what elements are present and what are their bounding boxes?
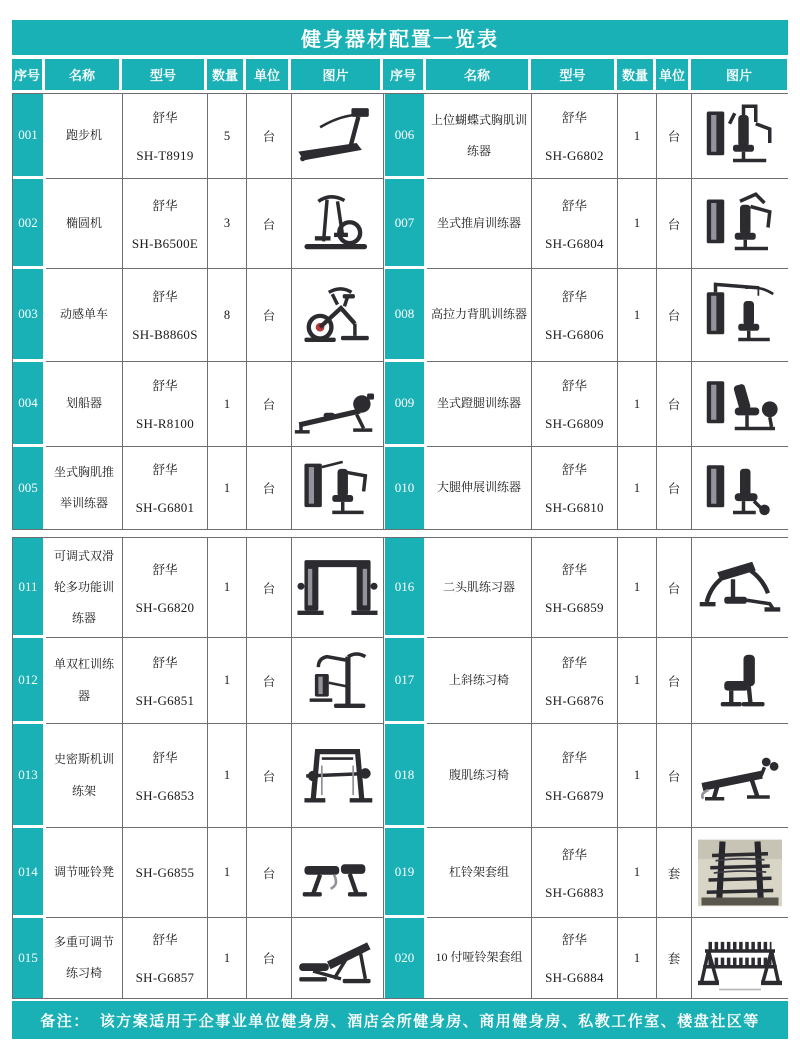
seq-cell: 015 <box>13 918 46 998</box>
qty-cell: 1 <box>208 538 247 638</box>
unit-cell: 套 <box>657 918 692 998</box>
ab-bench-icon <box>696 741 784 811</box>
model-code: SH-B8860S <box>132 327 198 342</box>
model-code: SH-G6820 <box>135 599 195 615</box>
table-block-1 <box>12 93 788 530</box>
elliptical-image <box>292 179 384 269</box>
seq-cell: 003 <box>13 269 46 362</box>
note-text: 该方案适用于企事业单位健身房、酒店会所健身房、商用健身房、私教工作室、楼盘社区等 <box>99 1013 760 1030</box>
qty-cell: 1 <box>618 538 657 638</box>
name-cell: 坐式蹬腿训练器 <box>427 362 532 447</box>
model-code: SH-G6883 <box>545 884 604 900</box>
model-code: SH-G6855 <box>135 864 195 880</box>
model-code: SH-G6851 <box>135 692 195 708</box>
seq-cell: 014 <box>13 828 46 918</box>
model-code: SH-G6806 <box>545 327 604 342</box>
unit-cell: 台 <box>657 447 692 529</box>
name-cell: 腹肌练习椅 <box>427 724 532 828</box>
name-cell: 划船器 <box>46 362 123 447</box>
brand-text: 舒华 <box>152 750 178 765</box>
equipment-config-sheet <box>12 0 788 1039</box>
seq-cell: 002 <box>13 179 46 269</box>
seq-cell: 007 <box>384 179 427 269</box>
model-code: SH-G6857 <box>135 970 195 985</box>
qty-cell: 1 <box>208 724 247 828</box>
brand-text: 舒华 <box>561 562 587 577</box>
name-cell: 动感单车 <box>46 269 123 362</box>
utility-seat-image <box>692 638 788 724</box>
model-code: SH-G6809 <box>545 416 604 431</box>
model-code: SH-G6804 <box>545 235 604 251</box>
brand-text: 舒华 <box>561 198 587 213</box>
name-cell: 坐式胸肌推举训练器 <box>46 447 123 529</box>
header-name-left: 名称 <box>45 59 122 90</box>
model-code: SH-R8100 <box>135 416 195 431</box>
model-cell <box>532 269 618 362</box>
seq-cell: 001 <box>13 94 46 179</box>
seq-cell: 010 <box>384 447 427 529</box>
header-model-left: 型号 <box>122 59 207 90</box>
brand-text: 舒华 <box>152 111 178 125</box>
qty-cell: 5 <box>208 94 247 179</box>
seq-cell: 006 <box>384 94 427 179</box>
model-code: SH-G6884 <box>545 970 604 985</box>
page-title: 健身器材配置一览表 <box>12 20 788 55</box>
header-qty-left: 数量 <box>207 59 246 90</box>
unit-cell: 台 <box>247 538 292 638</box>
seq-cell: 011 <box>13 538 46 638</box>
table-header-row <box>12 59 788 90</box>
unit-cell: 台 <box>247 828 292 918</box>
model-code: SH-T8919 <box>136 148 194 163</box>
name-cell: 可调式双滑轮多功能训练器 <box>46 538 123 638</box>
qty-cell: 1 <box>618 269 657 362</box>
spin-bike-image <box>292 269 384 362</box>
unit-cell: 台 <box>657 638 692 724</box>
model-cell <box>123 362 208 447</box>
brand-text: 舒华 <box>152 290 178 304</box>
pec-fly-image <box>692 94 788 179</box>
brand-text: 舒华 <box>152 463 178 477</box>
model-cell <box>123 447 208 529</box>
name-cell: 10 付哑铃架套组 <box>427 918 532 998</box>
model-code: SH-G6853 <box>135 787 195 803</box>
unit-cell: 台 <box>247 638 292 724</box>
multi-bench-image <box>292 918 384 998</box>
leg-press-image <box>692 362 788 447</box>
unit-cell: 台 <box>247 362 292 447</box>
model-cell <box>123 538 208 638</box>
brand-text: 舒华 <box>561 111 587 125</box>
model-code: SH-G6879 <box>545 787 604 803</box>
seq-cell: 005 <box>13 447 46 529</box>
qty-cell: 1 <box>618 638 657 724</box>
header-name-right: 名称 <box>426 59 531 90</box>
table-block-2 <box>12 537 788 999</box>
note-label: 备注： <box>40 1013 90 1030</box>
model-cell <box>532 94 618 179</box>
seq-cell: 009 <box>384 362 427 447</box>
model-cell <box>123 269 208 362</box>
name-cell: 上位蝴蝶式胸肌训练器 <box>427 94 532 179</box>
brand-text: 舒华 <box>152 562 178 577</box>
pec-fly-icon <box>696 101 784 171</box>
chest-press-image <box>292 447 384 529</box>
brand-text: 舒华 <box>561 379 587 393</box>
barbell-rack-icon <box>696 838 784 908</box>
unit-cell: 台 <box>247 269 292 362</box>
qty-cell: 1 <box>618 179 657 269</box>
brand-text: 舒华 <box>561 463 587 477</box>
seq-cell: 018 <box>384 724 427 828</box>
header-model-right: 型号 <box>531 59 617 90</box>
multi-bench-icon <box>294 923 381 993</box>
brand-text: 舒华 <box>152 379 178 393</box>
model-code: SH-B6500E <box>131 235 199 251</box>
qty-cell: 1 <box>618 362 657 447</box>
name-cell: 跑步机 <box>46 94 123 179</box>
model-code: SH-G6810 <box>545 500 604 515</box>
functional-trainer-image <box>292 538 384 638</box>
brand-text: 舒华 <box>152 655 178 670</box>
unit-cell: 台 <box>657 94 692 179</box>
unit-cell: 台 <box>657 362 692 447</box>
qty-cell: 1 <box>618 828 657 918</box>
brand-text: 舒华 <box>152 198 178 213</box>
brand-text: 舒华 <box>561 933 587 947</box>
qty-cell: 1 <box>208 828 247 918</box>
shoulder-press-image <box>692 179 788 269</box>
qty-cell: 1 <box>208 918 247 998</box>
seq-cell: 012 <box>13 638 46 724</box>
header-seq-right: 序号 <box>383 59 426 90</box>
rower-image <box>292 362 384 447</box>
model-code: SH-G6801 <box>135 500 195 515</box>
utility-seat-icon <box>696 646 784 716</box>
seq-cell: 017 <box>384 638 427 724</box>
qty-cell: 3 <box>208 179 247 269</box>
seq-cell: 004 <box>13 362 46 447</box>
treadmill-icon <box>294 101 381 171</box>
seq-cell: 019 <box>384 828 427 918</box>
note-bar <box>12 1001 788 1039</box>
qty-cell: 1 <box>618 94 657 179</box>
brand-text: 舒华 <box>561 290 587 304</box>
header-qty-right: 数量 <box>617 59 656 90</box>
name-cell: 调节哑铃凳 <box>46 828 123 918</box>
shoulder-press-icon <box>696 189 784 259</box>
qty-cell: 1 <box>208 638 247 724</box>
brand-text: 舒华 <box>561 847 587 862</box>
unit-cell: 台 <box>657 179 692 269</box>
model-cell <box>123 179 208 269</box>
model-cell <box>532 179 618 269</box>
leg-extension-image <box>692 447 788 529</box>
header-unit-right: 单位 <box>656 59 691 90</box>
name-cell: 杠铃架套组 <box>427 828 532 918</box>
brand-text: 舒华 <box>561 750 587 765</box>
unit-cell: 台 <box>247 724 292 828</box>
preacher-curl-icon <box>696 553 784 623</box>
name-cell: 上斜练习椅 <box>427 638 532 724</box>
name-cell: 史密斯机训练架 <box>46 724 123 828</box>
model-cell <box>532 724 618 828</box>
model-cell <box>123 724 208 828</box>
smith-machine-icon <box>294 741 381 811</box>
header-unit-left: 单位 <box>246 59 291 90</box>
treadmill-image <box>292 94 384 179</box>
model-cell <box>532 638 618 724</box>
unit-cell: 套 <box>657 828 692 918</box>
adjustable-bench-icon <box>294 838 381 908</box>
dumbbell-rack-image <box>692 918 788 998</box>
model-cell <box>532 362 618 447</box>
seq-cell: 016 <box>384 538 427 638</box>
unit-cell: 台 <box>247 94 292 179</box>
unit-cell: 台 <box>657 724 692 828</box>
name-cell: 高拉力背肌训练器 <box>427 269 532 362</box>
name-cell: 椭圆机 <box>46 179 123 269</box>
model-cell <box>532 918 618 998</box>
unit-cell: 台 <box>657 269 692 362</box>
ab-bench-image <box>692 724 788 828</box>
smith-machine-image <box>292 724 384 828</box>
leg-press-icon <box>696 369 784 439</box>
model-cell <box>123 94 208 179</box>
unit-cell: 台 <box>657 538 692 638</box>
seq-cell: 008 <box>384 269 427 362</box>
name-cell: 坐式推肩训练器 <box>427 179 532 269</box>
lat-pulldown-image <box>692 269 788 362</box>
header-image-right: 图片 <box>691 59 787 90</box>
qty-cell: 1 <box>208 362 247 447</box>
brand-text: 舒华 <box>561 655 587 670</box>
leg-extension-icon <box>696 453 784 523</box>
qty-cell: 1 <box>208 447 247 529</box>
name-cell: 二头肌练习器 <box>427 538 532 638</box>
rower-icon <box>294 369 381 439</box>
qty-cell: 8 <box>208 269 247 362</box>
model-cell <box>532 538 618 638</box>
model-cell <box>532 447 618 529</box>
model-cell <box>123 638 208 724</box>
model-code: SH-G6859 <box>545 599 604 615</box>
name-cell: 单双杠训练器 <box>46 638 123 724</box>
model-code: SH-G6802 <box>545 148 604 163</box>
seq-cell: 020 <box>384 918 427 998</box>
name-cell: 大腿伸展训练器 <box>427 447 532 529</box>
model-cell <box>532 828 618 918</box>
header-seq-left: 序号 <box>12 59 45 90</box>
spin-bike-icon <box>294 280 381 350</box>
qty-cell: 1 <box>618 918 657 998</box>
model-cell <box>123 828 208 918</box>
model-cell <box>123 918 208 998</box>
dip-tower-icon <box>294 646 381 716</box>
brand-text: 舒华 <box>152 933 178 947</box>
unit-cell: 台 <box>247 918 292 998</box>
qty-cell: 1 <box>618 447 657 529</box>
dumbbell-rack-icon <box>696 923 784 993</box>
functional-trainer-icon <box>294 553 381 623</box>
qty-cell: 1 <box>618 724 657 828</box>
header-image-left: 图片 <box>291 59 383 90</box>
model-code: SH-G6876 <box>545 692 604 708</box>
dip-tower-image <box>292 638 384 724</box>
unit-cell: 台 <box>247 447 292 529</box>
name-cell: 多重可调节练习椅 <box>46 918 123 998</box>
seq-cell: 013 <box>13 724 46 828</box>
chest-press-icon <box>294 453 381 523</box>
lat-pulldown-icon <box>696 280 784 350</box>
preacher-curl-image <box>692 538 788 638</box>
elliptical-icon <box>294 189 381 259</box>
unit-cell: 台 <box>247 179 292 269</box>
barbell-rack-image <box>692 828 788 918</box>
adjustable-bench-image <box>292 828 384 918</box>
